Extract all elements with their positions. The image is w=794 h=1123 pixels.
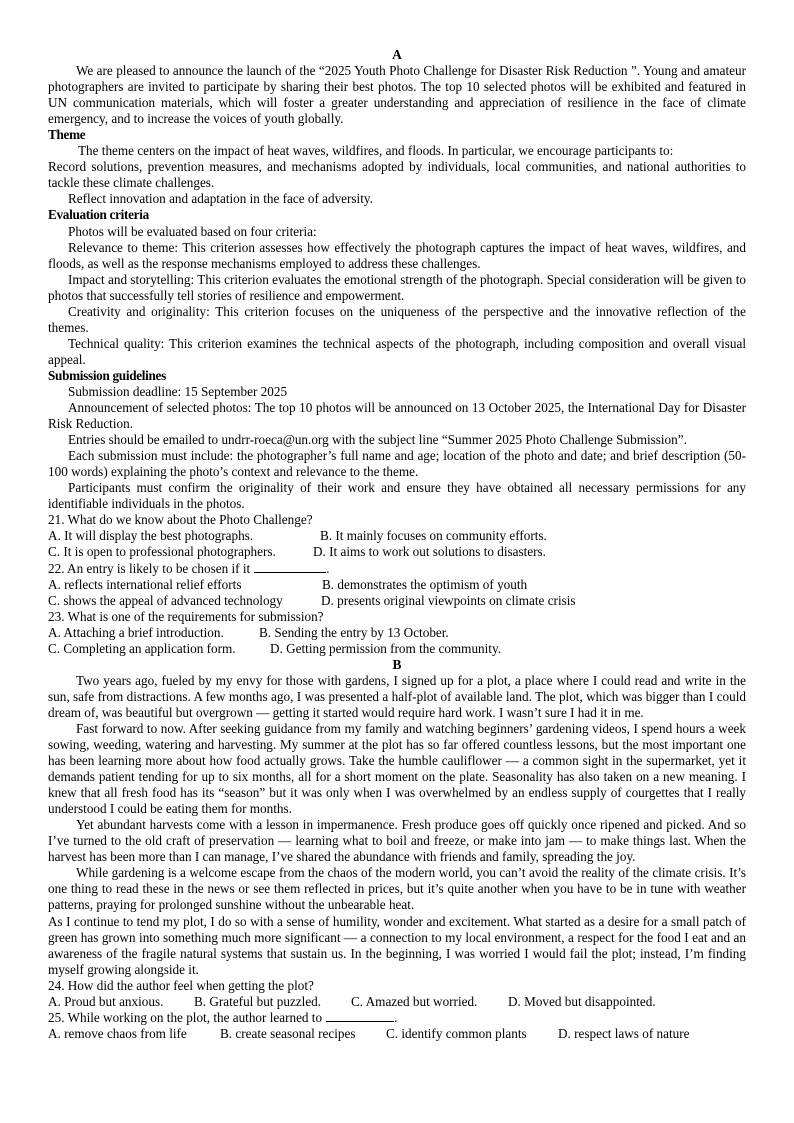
question-23-options-row-2 — [48, 641, 746, 657]
question-23-option-a[interactable]: A. Attaching a brief introduction. — [48, 624, 224, 640]
submission-deadline: Submission deadline: 15 September 2025 — [68, 383, 288, 399]
question-25-stem: 25. While working on the plot, the author learned to . — [48, 1009, 398, 1025]
section-b-label: B — [392, 656, 402, 672]
section-a-intro: We are pleased to announce the launch of the “2025 Youth Photo Challenge for Disaster Risk Reduction ”. Young and amateur photographers are invited to participate by sharing their best photos. The top 10 selected photos will be exhibited and featured in UN communication materials, which will foster a greater understanding and appreciation of resilience in the face of climate emergency, and to increase the voices of youth globally. — [48, 63, 746, 127]
question-22-option-c[interactable]: C. shows the appeal of advanced technology — [48, 592, 283, 608]
question-22-option-b[interactable]: B. demonstrates the optimism of youth — [322, 576, 528, 592]
question-24-option-c[interactable]: C. Amazed but worried. — [351, 993, 478, 1009]
question-24-option-a[interactable]: A. Proud but anxious. — [48, 993, 164, 1009]
answer-blank — [326, 1010, 394, 1022]
submission-announcement: Announcement of selected photos: The top 10 photos will be announced on 13 October 2025, the International Day for Disaster Risk Reduction. — [48, 400, 746, 432]
evaluation-intro: Photos will be evaluated based on four criteria: — [68, 223, 317, 239]
passage-b-paragraph-3: Yet abundant harvests come with a lesson in impermanence. Fresh produce goes off quickly once ripened and picked. And so I’ve turned to the old craft of preservation — learning what to boil and freeze, or make into jam — to make things last. When the harvest has been more than I can manage, I’ve shared the abundance with friends and family, spreading the joy. — [48, 817, 746, 865]
theme-paragraph-1: The theme centers on the impact of heat waves, wildfires, and floods. In particular, we encourage participants to: — [78, 143, 674, 159]
passage-b-paragraph-2: Fast forward to now. After seeking guidance from my family and watching beginners’ gardening videos, I spend hours a week sowing, weeding, watering and harvesting. My summer at the plot has so far offered countless lessons, but the most important one has been learning more about how food actually grows. Take the humble cauliflower — a common sight in the supermarket, yet it demands patient tending for up to six months, all for a short moment on the plate. Seasonality has also taken on a new meaning. I knew that all fresh food has its “season” but it was only when I was overwhelmed by an endless supply of courgettes that I really understood I could be eating them for months. — [48, 720, 746, 817]
criterion-impact: Impact and storytelling: This criterion evaluates the emotional strength of the photograph. Special consideration will be given to photos that successfully tell stories of resilience and empowerment. — [48, 271, 746, 303]
question-23-option-d[interactable]: D. Getting permission from the community. — [270, 640, 501, 656]
question-25-option-b[interactable]: B. create seasonal recipes — [220, 1025, 356, 1041]
passage-b-paragraph-1: Two years ago, fueled by my envy for those with gardens, I signed up for a plot, a place where I could read and write in the sun, safe from distractions. A few months ago, I was presented a half-plot of available land. The plot, which was bigger than I could dream of, was beautiful but overgrown — getting it started would require hard work. I wasn’t sure I had it in me. — [48, 672, 746, 720]
passage-b-paragraph-4: While gardening is a welcome escape from the chaos of the modern world, you can’t avoid the reality of the climate crisis. It’s one thing to read these in the news or see them reflected in prices, but it’s quite another when you have to be in tune with weather patterns, praying for prolonged sunshine without the unbearable heat. — [48, 865, 746, 913]
section-a-label: A — [392, 47, 402, 62]
question-21-option-d[interactable]: D. It aims to work out solutions to disasters. — [313, 544, 546, 560]
question-23-options-row-1 — [48, 625, 746, 641]
question-21-option-c[interactable]: C. It is open to professional photographers. — [48, 544, 276, 560]
question-22-options-row-2 — [48, 593, 746, 609]
question-21-options-row-2 — [48, 544, 746, 560]
question-25-option-a[interactable]: A. remove chaos from life — [48, 1025, 187, 1041]
question-22-text: 22. An entry is likely to be chosen if it — [48, 560, 251, 576]
submission-heading: Submission guidelines — [48, 367, 166, 383]
question-24-option-d[interactable]: D. Moved but disappointed. — [508, 993, 656, 1009]
criterion-relevance: Relevance to theme: This criterion assesses how effectively the photograph captures the impact of heat waves, wildfires, and floods, as well as the response mechanisms employed to address these challenges. — [48, 239, 746, 271]
passage-b-paragraph-5: As I continue to tend my plot, I do so with a sense of humility, wonder and excitement. What started as a desire for a small patch of green has grown into something much more significant — a connection to my local environment, a respect for the food I eat and an awareness of the fragile natural systems that sustain us. In the beginning, I was worried I would fail the plot; instead, I’m finding myself growing alongside it. — [48, 913, 746, 977]
question-21-options-row-1 — [48, 528, 746, 544]
question-24-stem: 24. How did the author feel when getting the plot? — [48, 977, 314, 993]
theme-paragraph-3: Reflect innovation and adaptation in the face of adversity. — [68, 191, 373, 207]
question-21-option-a[interactable]: A. It will display the best photographs. — [48, 528, 254, 544]
question-22-options-row-1 — [48, 577, 746, 593]
criterion-technical: Technical quality: This criterion examines the technical aspects of the photograph, including composition and overall visual appeal. — [48, 335, 746, 367]
evaluation-heading: Evaluation criteria — [48, 207, 149, 223]
question-25-options-row — [48, 1026, 746, 1042]
question-23-stem: 23. What is one of the requirements for submission? — [48, 608, 324, 624]
question-21-stem: 21. What do we know about the Photo Challenge? — [48, 512, 313, 528]
question-24-option-b[interactable]: B. Grateful but puzzled. — [194, 993, 322, 1009]
question-23-option-c[interactable]: C. Completing an application form. — [48, 640, 236, 656]
criterion-creativity: Creativity and originality: This criterion focuses on the uniqueness of the perspective and the innovative reflection of the themes. — [48, 303, 746, 335]
question-24-options-row — [48, 994, 746, 1010]
answer-blank — [254, 561, 326, 573]
question-23-option-b[interactable]: B. Sending the entry by 13 October. — [259, 624, 449, 640]
submission-requirements: Each submission must include: the photographer’s full name and age; location of the photo and date; and brief description (50-100 words) explaining the photo’s context and relevance to the theme. — [48, 448, 746, 480]
exam-page — [48, 47, 746, 1042]
question-25-option-c[interactable]: C. identify common plants — [386, 1025, 527, 1041]
question-22-option-a[interactable]: A. reflects international relief efforts — [48, 576, 242, 592]
question-22-stem: 22. An entry is likely to be chosen if it . — [48, 560, 330, 576]
question-22-option-d[interactable]: D. presents original viewpoints on climate crisis — [321, 592, 576, 608]
question-25-option-d[interactable]: D. respect laws of nature — [558, 1025, 690, 1041]
submission-originality: Participants must confirm the originality of their work and ensure they have obtained all necessary permissions for any identifiable individuals in the photos. — [48, 480, 746, 512]
theme-paragraph-2: Record solutions, prevention measures, and mechanisms adopted by individuals, local communities, and national authorities to tackle these climate challenges. — [48, 159, 746, 191]
submission-email: Entries should be emailed to undrr-roeca@un.org with the subject line “Summer 2025 Photo Challenge Submission”. — [68, 432, 687, 448]
theme-heading: Theme — [48, 127, 86, 143]
question-21-option-b[interactable]: B. It mainly focuses on community efforts. — [320, 528, 547, 544]
question-25-text: 25. While working on the plot, the author learned to — [48, 1009, 323, 1025]
